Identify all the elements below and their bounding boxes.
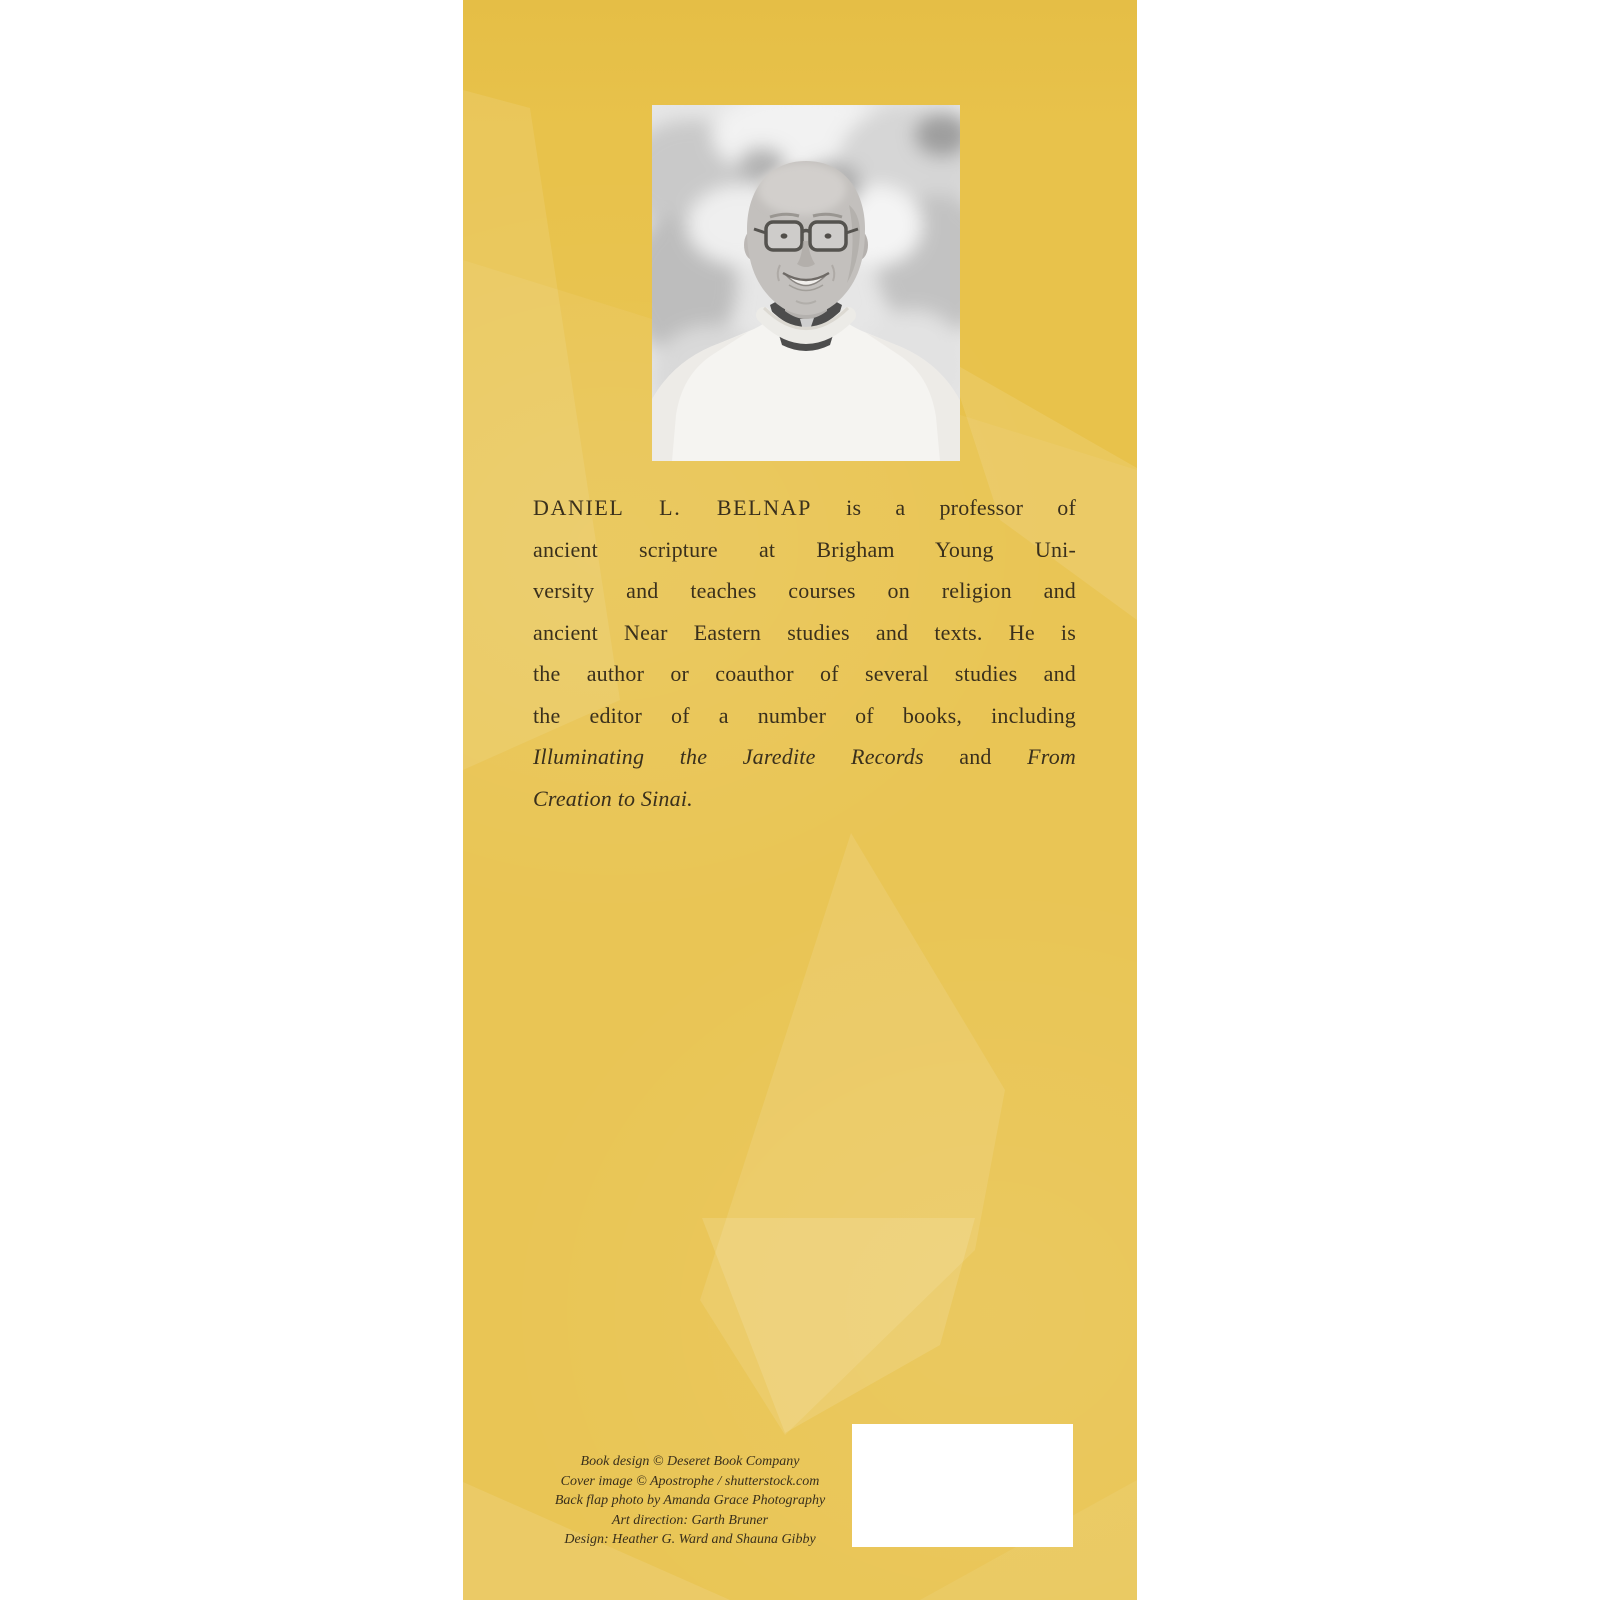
- author-photo-illustration: [652, 105, 960, 461]
- credit-line: Art direction: Garth Bruner: [611, 1512, 769, 1528]
- credit-line: Back flap photo by Amanda Grace Photography: [554, 1493, 826, 1509]
- bio-line: ancient Near Eastern studies and texts. He is: [533, 619, 1076, 645]
- bio-line: the editor of a number of books, including: [533, 702, 1076, 728]
- credit-line: Book design © Deseret Book Company: [580, 1454, 800, 1469]
- bio-line: Creation to Sinai.: [533, 785, 693, 811]
- credit-line: Design: Heather G. Ward and Shauna Gibby: [564, 1532, 816, 1548]
- bio-line: DANIEL L. BELNAP is a professor of: [533, 495, 1077, 520]
- bio-line: versity and teaches courses on religion and: [533, 578, 1076, 603]
- bio-line: the author or coauthor of several studies and: [533, 661, 1076, 686]
- credit-line: Cover image © Apostrophe / shutterstock.com: [560, 1473, 820, 1489]
- bio-line: ancient scripture at Brigham Young Uni-: [533, 536, 1076, 562]
- credits-block: [463, 1452, 917, 1550]
- barcode-placeholder: [852, 1424, 1073, 1547]
- author-photo: [652, 105, 960, 461]
- author-bio: [533, 487, 1076, 819]
- book-flap-panel: [463, 0, 1137, 1600]
- bio-line: Illuminating the Jaredite Records and From: [533, 744, 1076, 769]
